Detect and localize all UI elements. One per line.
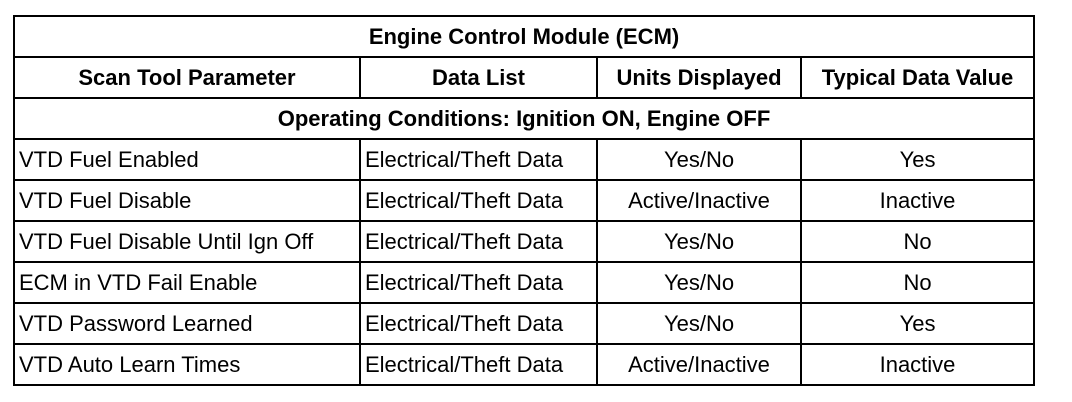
typical-value-cell: No	[801, 262, 1034, 303]
parameter-cell: VTD Fuel Disable Until Ign Off	[14, 221, 360, 262]
ecm-data-table	[13, 15, 1035, 386]
table-row	[14, 262, 1034, 303]
data-list-cell: Electrical/Theft Data	[360, 221, 597, 262]
parameter-cell: VTD Auto Learn Times	[14, 344, 360, 385]
header-typical-data-value: Typical Data Value	[801, 57, 1034, 98]
units-cell: Yes/No	[597, 139, 801, 180]
header-units-displayed: Units Displayed	[597, 57, 801, 98]
ecm-table-container	[13, 15, 1035, 386]
typical-value-cell: Inactive	[801, 180, 1034, 221]
table-title-row	[14, 16, 1034, 57]
data-list-cell: Electrical/Theft Data	[360, 139, 597, 180]
units-cell: Yes/No	[597, 221, 801, 262]
parameter-cell: ECM in VTD Fail Enable	[14, 262, 360, 303]
data-list-cell: Electrical/Theft Data	[360, 180, 597, 221]
table-row	[14, 344, 1034, 385]
typical-value-cell: Inactive	[801, 344, 1034, 385]
data-list-cell: Electrical/Theft Data	[360, 344, 597, 385]
typical-value-cell: Yes	[801, 139, 1034, 180]
units-cell: Yes/No	[597, 303, 801, 344]
operating-conditions-row	[14, 98, 1034, 139]
typical-value-cell: Yes	[801, 303, 1034, 344]
data-list-cell: Electrical/Theft Data	[360, 303, 597, 344]
table-row	[14, 139, 1034, 180]
header-scan-tool-parameter: Scan Tool Parameter	[14, 57, 360, 98]
parameter-cell: VTD Password Learned	[14, 303, 360, 344]
table-row	[14, 303, 1034, 344]
parameter-cell: VTD Fuel Disable	[14, 180, 360, 221]
units-cell: Yes/No	[597, 262, 801, 303]
operating-conditions: Operating Conditions: Ignition ON, Engine OFF	[14, 98, 1034, 139]
table-header-row	[14, 57, 1034, 98]
table-row	[14, 221, 1034, 262]
units-cell: Active/Inactive	[597, 180, 801, 221]
data-list-cell: Electrical/Theft Data	[360, 262, 597, 303]
typical-value-cell: No	[801, 221, 1034, 262]
parameter-cell: VTD Fuel Enabled	[14, 139, 360, 180]
table-row	[14, 180, 1034, 221]
table-title: Engine Control Module (ECM)	[14, 16, 1034, 57]
header-data-list: Data List	[360, 57, 597, 98]
units-cell: Active/Inactive	[597, 344, 801, 385]
